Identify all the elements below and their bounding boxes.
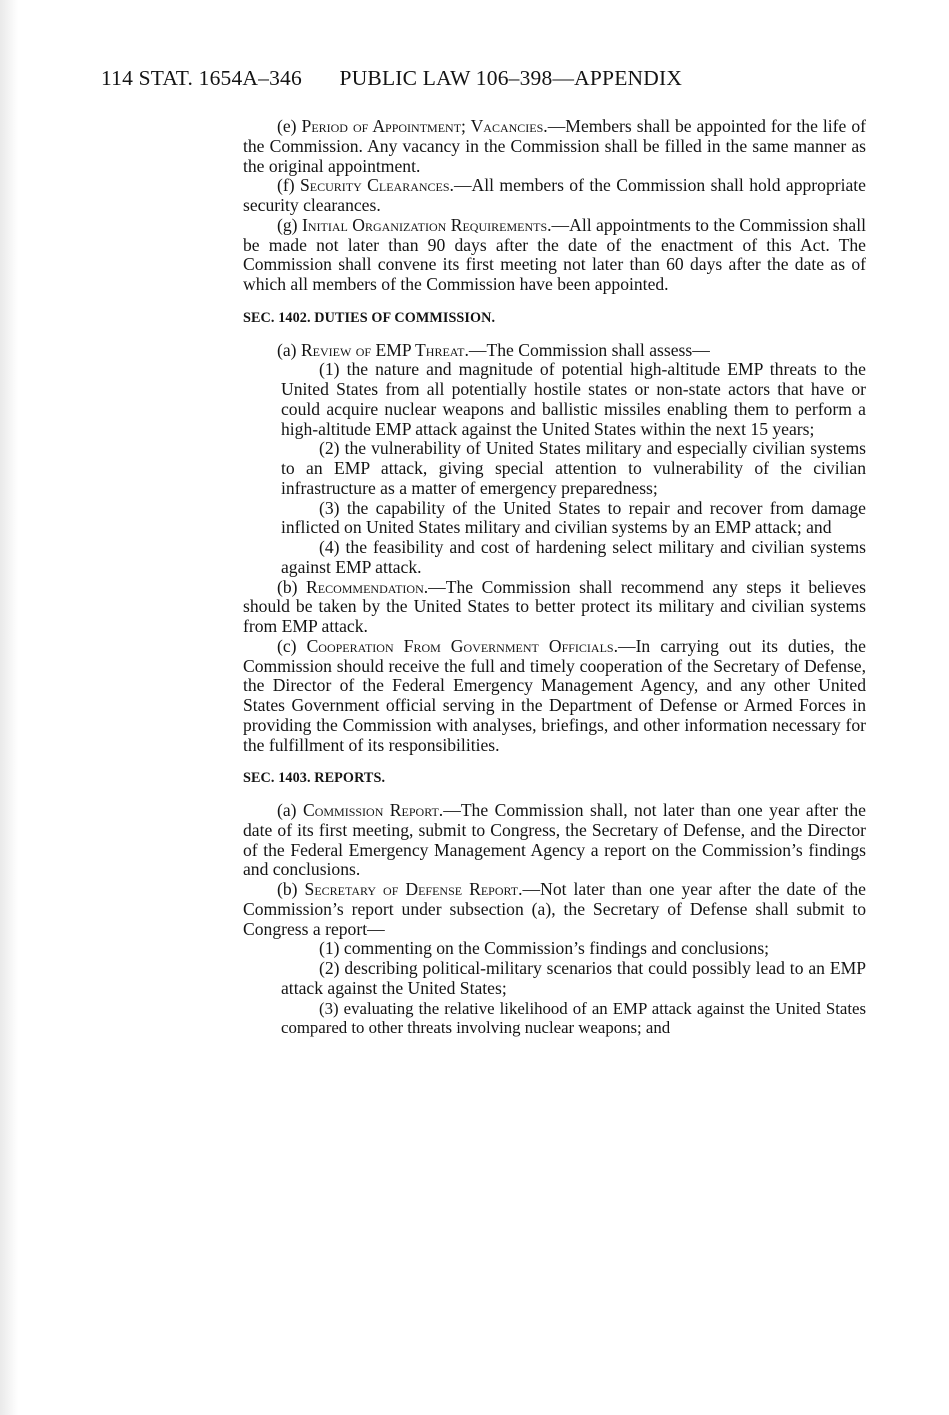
subsection-lead: (a) bbox=[277, 339, 301, 360]
paragraph-1402-a-2: (2) the vulnerability of United States military and especially civilian systems to an EMP attack, giving special attention to vulnerability of the civilian infrastructure as a matter of emergency preparedness; bbox=[281, 438, 866, 498]
subsection-text: —In carrying out its duties, the Commission should receive the full and timely cooperation of the Secretary of Defense, the Director of the Federal Emergency Management Agency, and any other United States Government official serving in the Department of Defense or Armed Forces in providing the Commission with analyses, briefings, and other information necessary for the fulfillment of its responsibilities. bbox=[243, 635, 866, 755]
subsection-text: —Not later than one year after the date of the Commission’s report under subsection (a), the Secretary of Defense shall submit to Congress a report— bbox=[243, 879, 866, 939]
subsection-text: —Members shall be appointed for the life of the Commission. Any vacancy in the Commission shall be filled in the same manner as the original appointment. bbox=[243, 116, 866, 176]
subsection-1401-e bbox=[243, 117, 866, 176]
subsection-heading: Secretary of Defense Report. bbox=[304, 879, 523, 899]
law-title: PUBLIC LAW 106–398—APPENDIX bbox=[339, 66, 683, 90]
scan-edge-shadow bbox=[0, 0, 18, 1415]
subsection-1403-a bbox=[243, 801, 866, 880]
subsection-text: —The Commission shall, not later than one year after the date of its first meeting, submit to Congress, the Secretary of Defense, and the Director of the Federal Emergency Management Agency a report on the Commission’s findings and conclusions. bbox=[243, 800, 866, 880]
subsection-1402-c bbox=[243, 637, 866, 756]
subsection-1401-f bbox=[243, 176, 866, 216]
subsection-heading: Initial Organization Requirements. bbox=[301, 214, 552, 235]
subsection-heading: Security Clearances. bbox=[299, 175, 454, 196]
subsection-lead: (e) bbox=[277, 116, 302, 136]
subsection-lead: (b) bbox=[277, 879, 305, 899]
subsection-text: —The Commission shall assess— bbox=[468, 339, 710, 360]
subsection-text: —All members of the Commission shall hold appropriate security clearances. bbox=[243, 175, 866, 215]
subsection-heading: Cooperation From Government Officials. bbox=[306, 635, 618, 656]
subsection-lead: (c) bbox=[277, 635, 307, 656]
subsection-1401-g bbox=[243, 216, 866, 295]
subsection-heading: Period of Appointment; Vacancies. bbox=[301, 116, 548, 136]
paragraph-1402-a-4: (4) the feasibility and cost of hardening select military and civilian systems against EMP attack. bbox=[281, 537, 866, 577]
section-heading-1402: SEC. 1402. DUTIES OF COMMISSION. bbox=[243, 309, 496, 326]
subsection-text: —All appointments to the Commission shall be made not later than 90 days after the date of the enactment of this Act. The Commission shall convene its first meeting not later than 60 days after the date as of which all members of the Commission have been appointed. bbox=[243, 214, 866, 294]
subsection-lead: (g) bbox=[277, 214, 302, 235]
paragraph-1403-b-2: (2) describing political-military scenarios that could possibly lead to an EMP attack against the United States; bbox=[281, 958, 866, 998]
stat-citation: 114 STAT. 1654A–346 bbox=[101, 66, 302, 90]
subsection-lead: (a) bbox=[277, 800, 303, 820]
document-body bbox=[243, 117, 866, 1038]
subsection-lead: (f) bbox=[277, 175, 300, 196]
subsection-1402-a bbox=[243, 341, 866, 361]
subsection-1403-b bbox=[243, 880, 866, 939]
paragraph-1402-a-1: (1) the nature and magnitude of potential high-altitude EMP threats to the United States from all potentially hostile states or non-state actors that have or could acquire nuclear weapons and ballistic missiles enabling them to perform a high-altitude EMP attack against the United States within the next 15 years; bbox=[281, 359, 866, 439]
subsection-1402-b bbox=[243, 578, 866, 637]
section-heading-1403: SEC. 1403. REPORTS. bbox=[243, 770, 386, 787]
paragraph-1402-a-3: (3) the capability of the United States to repair and recover from damage inflicted on United States military and civilian systems by an EMP attack; and bbox=[281, 497, 866, 538]
paragraph-1403-b-3: (3) evaluating the relative likelihood of an EMP attack against the United States compared to other threats involving nuclear weapons; and bbox=[281, 998, 866, 1038]
paragraph-1403-b-1: (1) commenting on the Commission’s findings and conclusions; bbox=[319, 938, 770, 959]
subsection-heading: Commission Report. bbox=[302, 800, 444, 820]
running-header bbox=[101, 66, 682, 91]
subsection-heading: Review of EMP Threat. bbox=[300, 339, 469, 360]
subsection-lead: (b) bbox=[277, 576, 307, 597]
subsection-text: —The Commission shall recommend any steps it believes should be taken by the United States to better protect its military and civilian systems from EMP attack. bbox=[243, 576, 866, 636]
subsection-heading: Recommendation. bbox=[306, 576, 429, 597]
